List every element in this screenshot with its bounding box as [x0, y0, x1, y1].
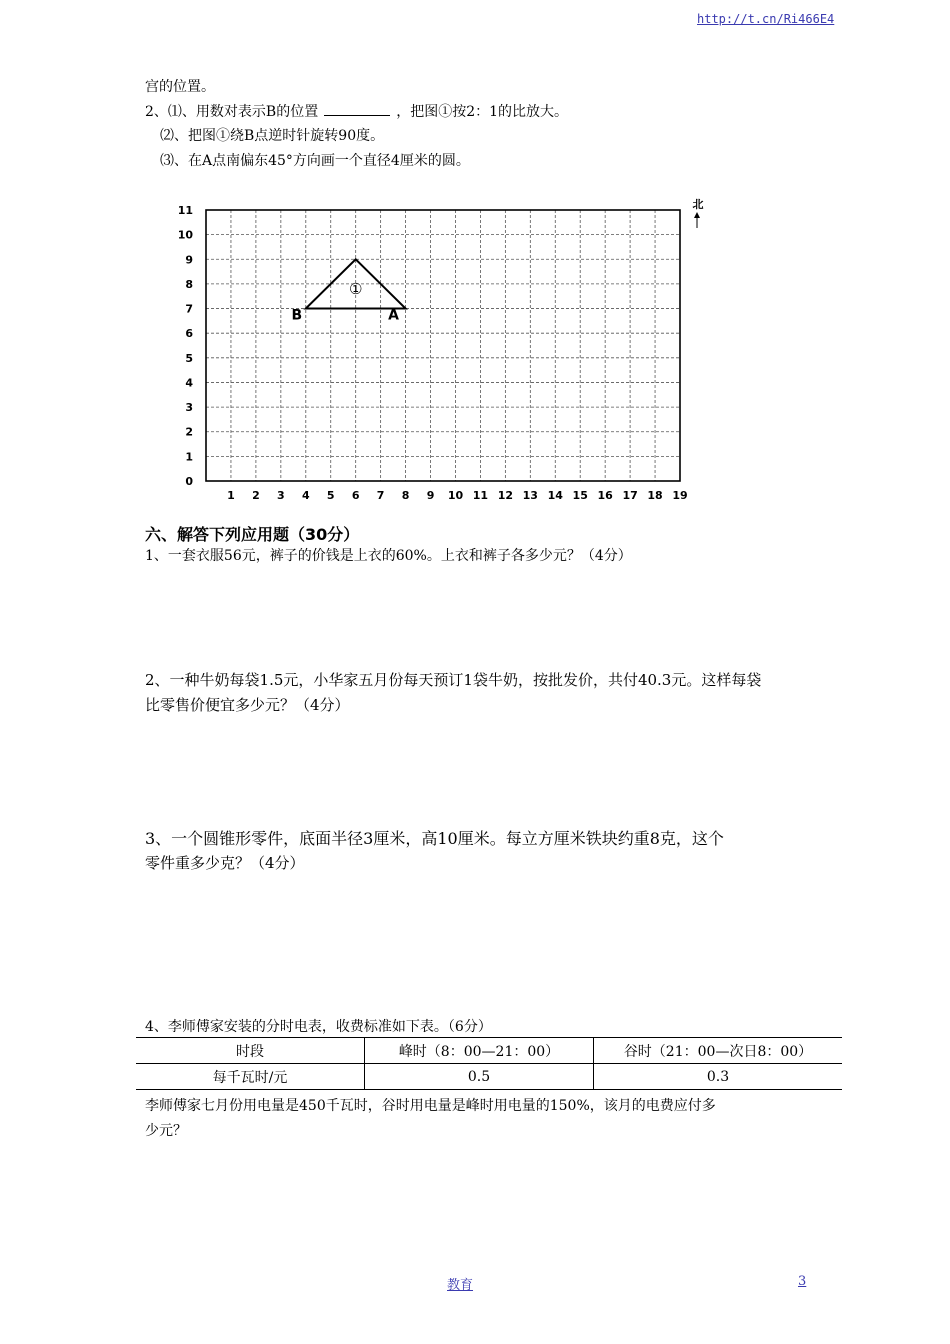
- x-tick-label: 11: [472, 489, 489, 502]
- footer-link[interactable]: 教育: [447, 1278, 474, 1293]
- intro-line: 宫的位置。: [145, 79, 215, 95]
- y-tick-label: 6: [185, 327, 193, 341]
- table-cell: 0.5: [365, 1064, 594, 1090]
- table-cell: 每千瓦时/元: [136, 1064, 365, 1090]
- x-tick-label: 18: [647, 489, 663, 502]
- x-tick-label: 1: [227, 489, 235, 502]
- y-tick-label: 0: [185, 475, 193, 488]
- y-tick-label: 10: [177, 228, 193, 242]
- north-label: 北: [692, 198, 704, 211]
- q2-part1-after: ，把图①按2：1的比放大。: [396, 104, 569, 120]
- x-tick-label: 5: [326, 489, 335, 502]
- vertex-label-b: B: [291, 307, 303, 324]
- x-tick-label: 14: [547, 489, 563, 502]
- q2-part1-before: 2、⑴、用数对表示B的位置: [145, 104, 319, 120]
- table-row: [136, 1064, 842, 1090]
- page-number: 3: [798, 1274, 807, 1289]
- x-tick-label: 3: [277, 489, 285, 502]
- x-tick-label: 15: [572, 489, 588, 502]
- y-tick-label: 2: [185, 425, 193, 439]
- triangle-label: ①: [348, 280, 363, 299]
- y-tick-label: 3: [185, 401, 193, 415]
- x-tick-label: 6: [351, 489, 360, 502]
- x-tick-label: 10: [447, 489, 464, 502]
- q2-part3: ⑶、在A点南偏东45°方向画一个直径4厘米的圆。: [160, 153, 470, 169]
- x-tick-label: 12: [497, 489, 514, 502]
- x-tick-label: 2: [252, 489, 260, 502]
- x-tick-label: 13: [522, 489, 538, 502]
- question-4-line2: 少元？: [145, 1123, 187, 1139]
- question-4-intro: 4、李师傅家安装的分时电表，收费标准如下表。（6分）: [145, 1019, 492, 1035]
- y-tick-label: 5: [185, 351, 193, 365]
- table-header-cell: 谷时（21：00—次日8：00）: [594, 1038, 843, 1064]
- y-tick-label: 1: [185, 450, 193, 464]
- y-tick-label: 4: [185, 376, 193, 390]
- header-url-link[interactable]: http://t.cn/Ri466E4: [697, 12, 835, 26]
- y-tick-label: 11: [177, 204, 193, 217]
- section-title: 六、解答下列应用题（30分）: [145, 525, 360, 544]
- table-header-cell: 峰时（8：00—21：00）: [365, 1038, 594, 1064]
- x-tick-label: 7: [376, 489, 385, 502]
- table-header-cell: 时段: [136, 1038, 365, 1064]
- question-3-line1: 3、一个圆锥形零件，底面半径3厘米，高10厘米。每立方厘米铁块约重8克，这个: [145, 829, 724, 848]
- x-tick-label: 16: [597, 489, 613, 502]
- vertex-label-a: A: [388, 307, 400, 324]
- question-3-line2: 零件重多少克？（4分）: [145, 854, 305, 872]
- question-1: 1、一套衣服56元，裤子的价钱是上衣的60%。上衣和裤子各多少元？（4分）: [145, 548, 632, 564]
- x-tick-label: 8: [401, 489, 410, 502]
- q2-part2: ⑵、把图①绕B点逆时针旋转90度。: [160, 128, 385, 144]
- table-cell: 0.3: [594, 1064, 843, 1090]
- x-tick-label: 9: [426, 489, 435, 502]
- question-4-line1: 李师傅家七月份用电量是450千瓦时，谷时用电量是峰时用电量的150%，该月的电费应付多: [145, 1098, 716, 1114]
- x-tick-label: 17: [622, 489, 638, 502]
- fee-table: [136, 1037, 842, 1090]
- x-tick-label: 19: [672, 489, 688, 502]
- x-tick-label: 4: [301, 489, 310, 502]
- question-2-line2: 比零售价便宜多少元？（4分）: [145, 696, 350, 714]
- y-tick-label: 8: [185, 277, 193, 291]
- north-arrow-icon: [694, 212, 700, 218]
- y-tick-label: 9: [185, 253, 193, 267]
- coordinate-grid: [0, 0, 950, 520]
- table-header-row: [136, 1038, 842, 1064]
- y-tick-label: 7: [185, 302, 193, 316]
- question-2-line1: 2、一种牛奶每袋1.5元，小华家五月份每天预订1袋牛奶，按批发价，共付40.3元。这样每袋: [145, 671, 762, 689]
- grid-frame: [206, 210, 680, 481]
